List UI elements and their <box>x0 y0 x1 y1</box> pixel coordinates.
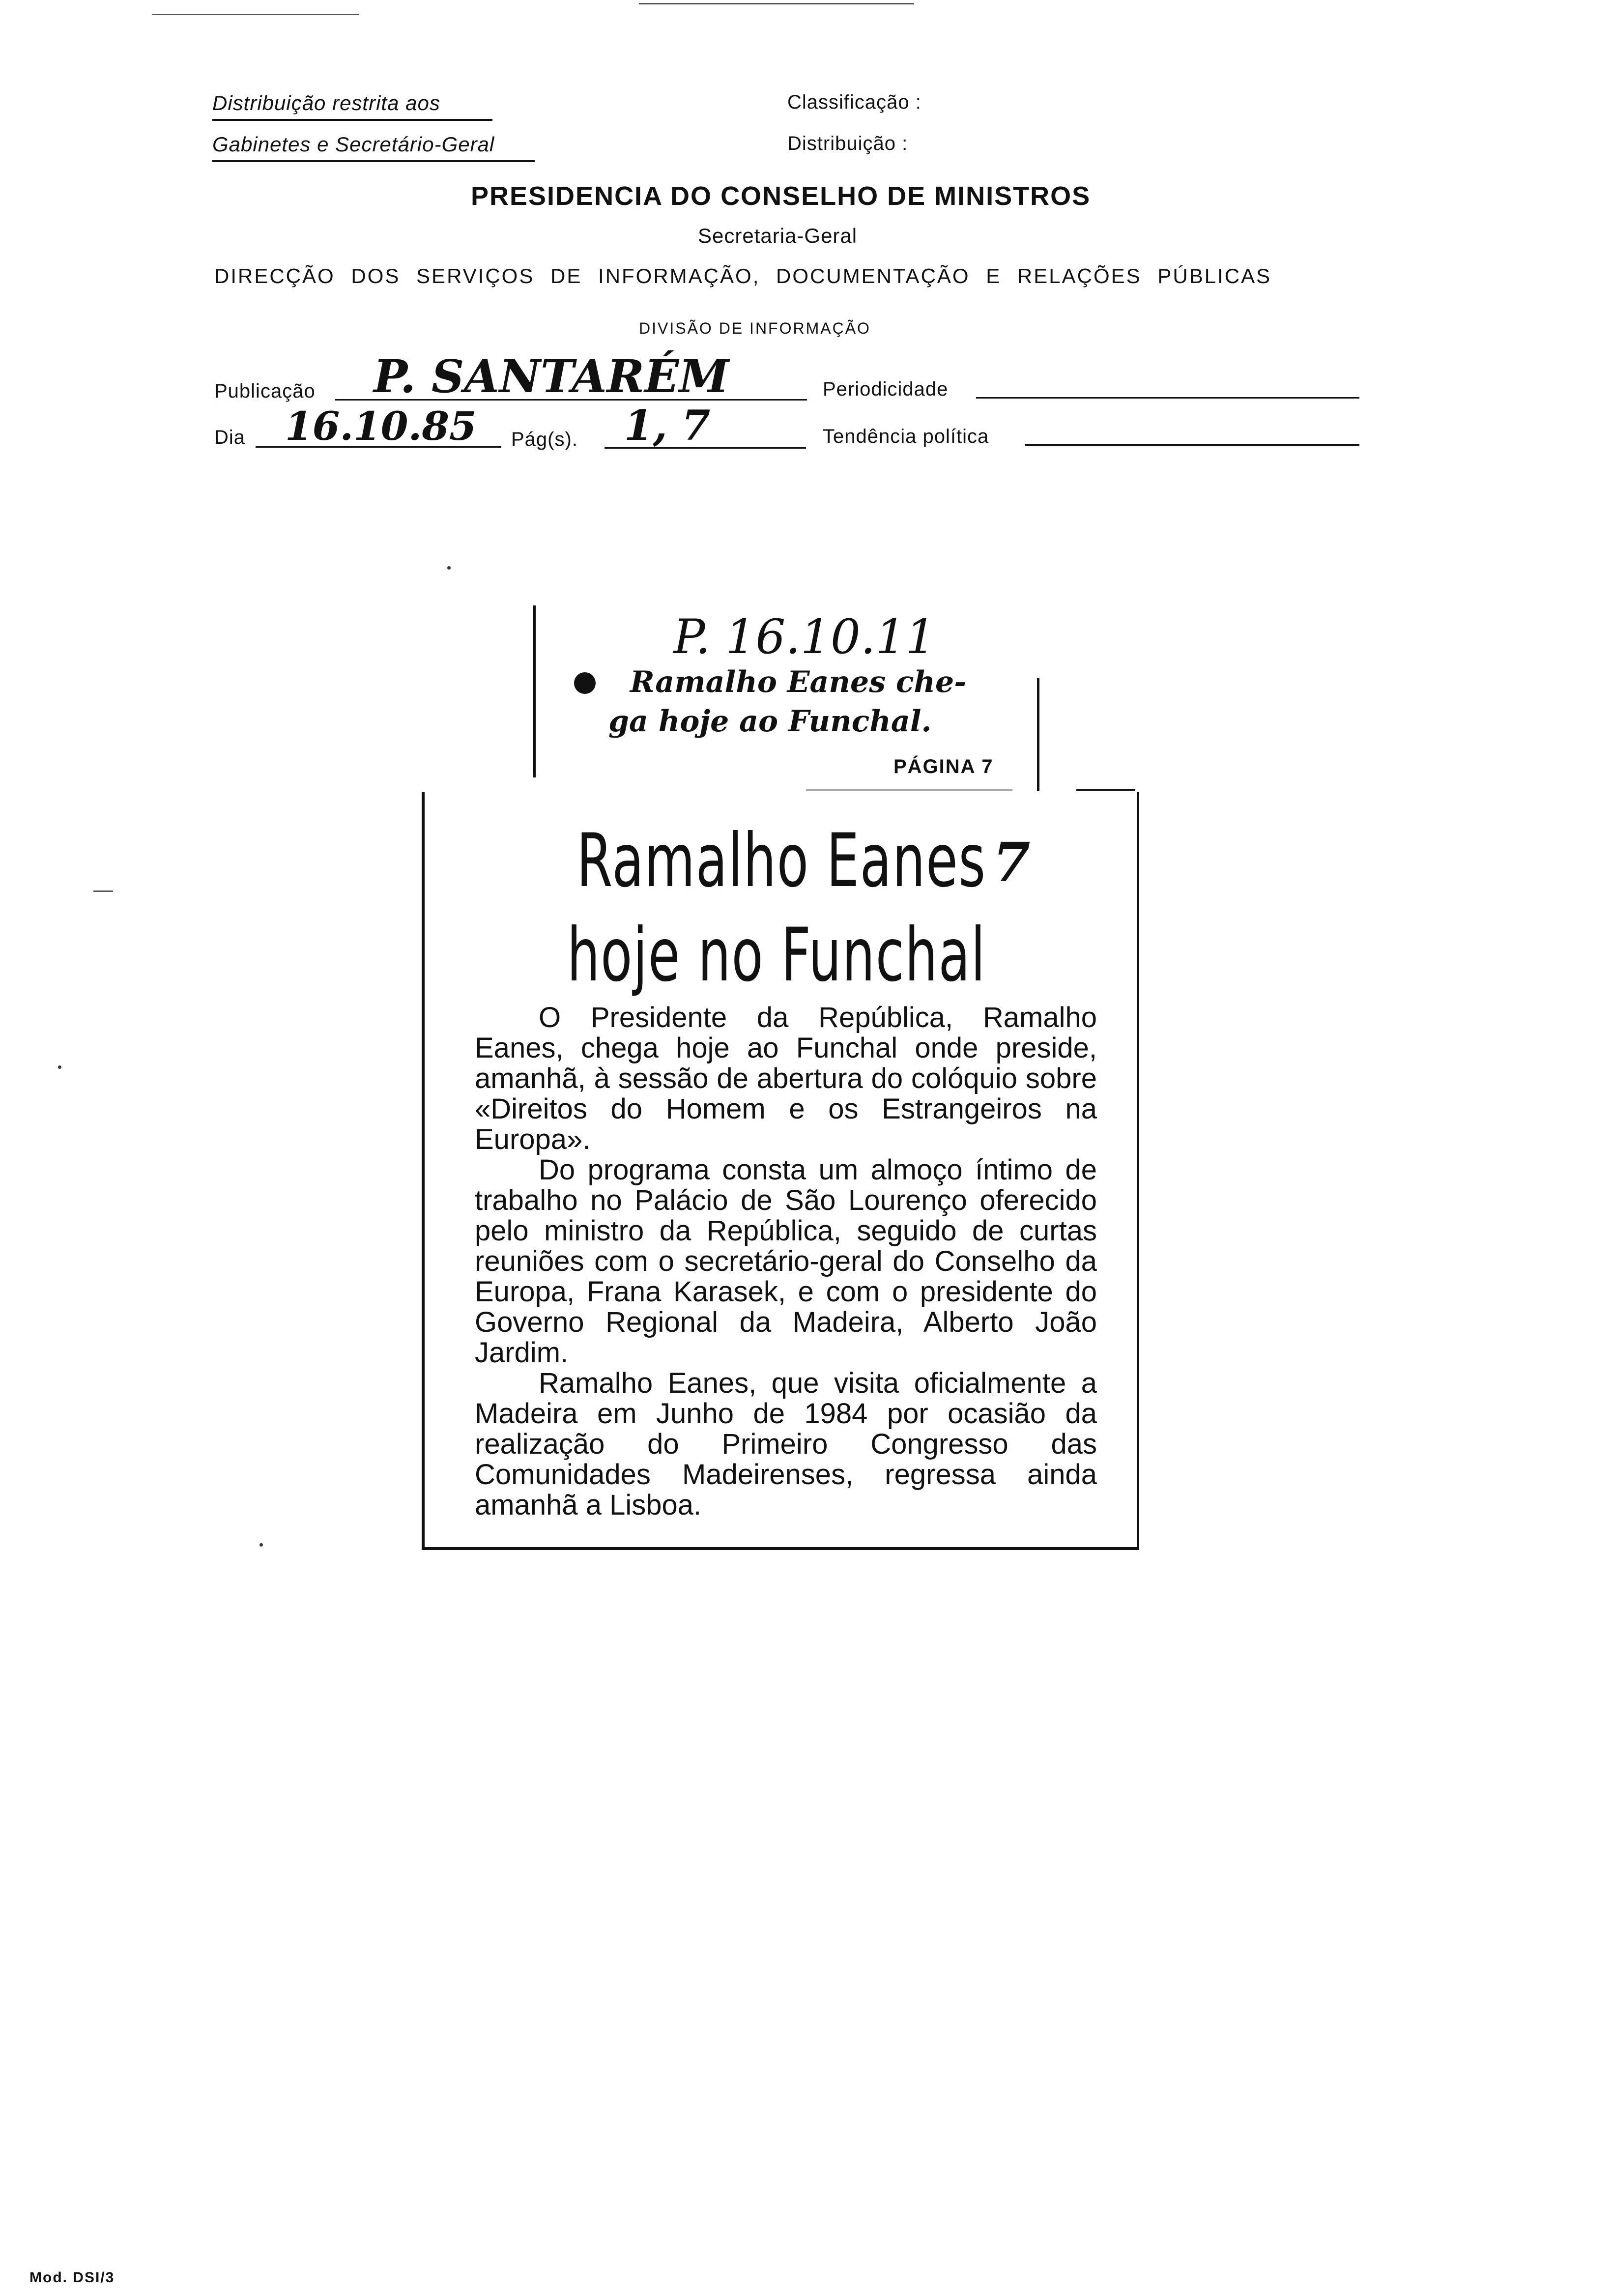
teaser-right-border <box>1037 678 1039 791</box>
teaser-left-border <box>533 605 536 777</box>
classificacao-label: Classificação : <box>787 91 921 113</box>
pags-value: 1, 7 <box>624 401 711 450</box>
scan-artifact-dash <box>93 890 113 892</box>
restricted-distribution-line2: Gabinetes e Secretário-Geral <box>212 133 495 156</box>
department-name: DIRECÇÃO DOS SERVIÇOS DE INFORMAÇÃO, DOCUMENTAÇÃO E RELAÇÕES PÚBLICAS <box>214 264 1272 287</box>
teaser-line1: Ramalho Eanes che- <box>630 665 967 699</box>
division-name: DIVISÃO DE INFORMAÇÃO <box>639 319 871 337</box>
article-top-right-edge <box>1076 789 1135 791</box>
form-model-code: Mod. DSI/3 <box>29 2269 115 2286</box>
scan-artifact-line <box>152 14 359 15</box>
scan-artifact-line <box>639 3 914 4</box>
article-paragraph: Do programa consta um almoço íntimo de trabalho no Palácio de São Lourenço oferecido pelo ministro da República, seguido de curtas reuniões com o secretário-geral do Conselho da Europa, Frana Karasek, e com o presidente do Governo Regional da Madeira, Alberto João Jardim. <box>475 1154 1097 1369</box>
publicacao-label: Publicação <box>214 380 316 402</box>
article-headline-line1: Ramalho Eanes <box>576 818 986 904</box>
dia-value: 16.10.85 <box>285 403 477 449</box>
teaser-line2: ga hoje ao Funchal. <box>608 704 932 739</box>
document-title: PRESIDENCIA DO CONSELHO DE MINISTROS <box>471 181 1091 211</box>
restricted-distribution-line1: Distribuição restrita aos <box>212 91 440 115</box>
distribuicao-label: Distribuição : <box>787 133 908 154</box>
tendencia-fill-line <box>1025 444 1359 446</box>
scan-dot <box>58 1065 61 1069</box>
scan-dot <box>259 1543 263 1547</box>
periodicidade-label: Periodicidade <box>823 378 949 400</box>
teaser-handwritten-date: P. 16.10.11 <box>673 609 936 664</box>
article-paragraph: Ramalho Eanes, que visita oficialmente a Madeira em Junho de 1984 por ocasião da realização do Primeiro Congresso das Comunidades Madeirenses, regressa ainda amanhã a Lisboa. <box>475 1367 1097 1521</box>
tendencia-label: Tendência política <box>823 426 989 447</box>
document-subtitle: Secretaria-Geral <box>698 224 858 247</box>
article-paragraph: O Presidente da República, Ramalho Eanes, chega hoje ao Funchal onde preside, amanhã, à sessão de abertura do colóquio sobre «Direitos do Homem e os Estrangeiros na Europa». <box>475 1002 1097 1155</box>
teaser-bottom-dash <box>806 789 1012 791</box>
pags-label: Pág(s). <box>511 429 578 450</box>
underline <box>212 119 492 121</box>
underline <box>212 160 535 162</box>
dia-label: Dia <box>214 427 246 448</box>
teaser-bullet <box>574 672 596 694</box>
publicacao-value: P. SANTARÉM <box>374 350 729 403</box>
scan-dot <box>447 566 451 570</box>
article-handwritten-mark: 7 <box>993 831 1031 894</box>
periodicidade-fill-line <box>976 397 1359 399</box>
article-headline-line2: hoje no Funchal <box>567 913 986 998</box>
article-body <box>475 1003 1097 1521</box>
teaser-page-reference: PÁGINA 7 <box>893 756 994 777</box>
